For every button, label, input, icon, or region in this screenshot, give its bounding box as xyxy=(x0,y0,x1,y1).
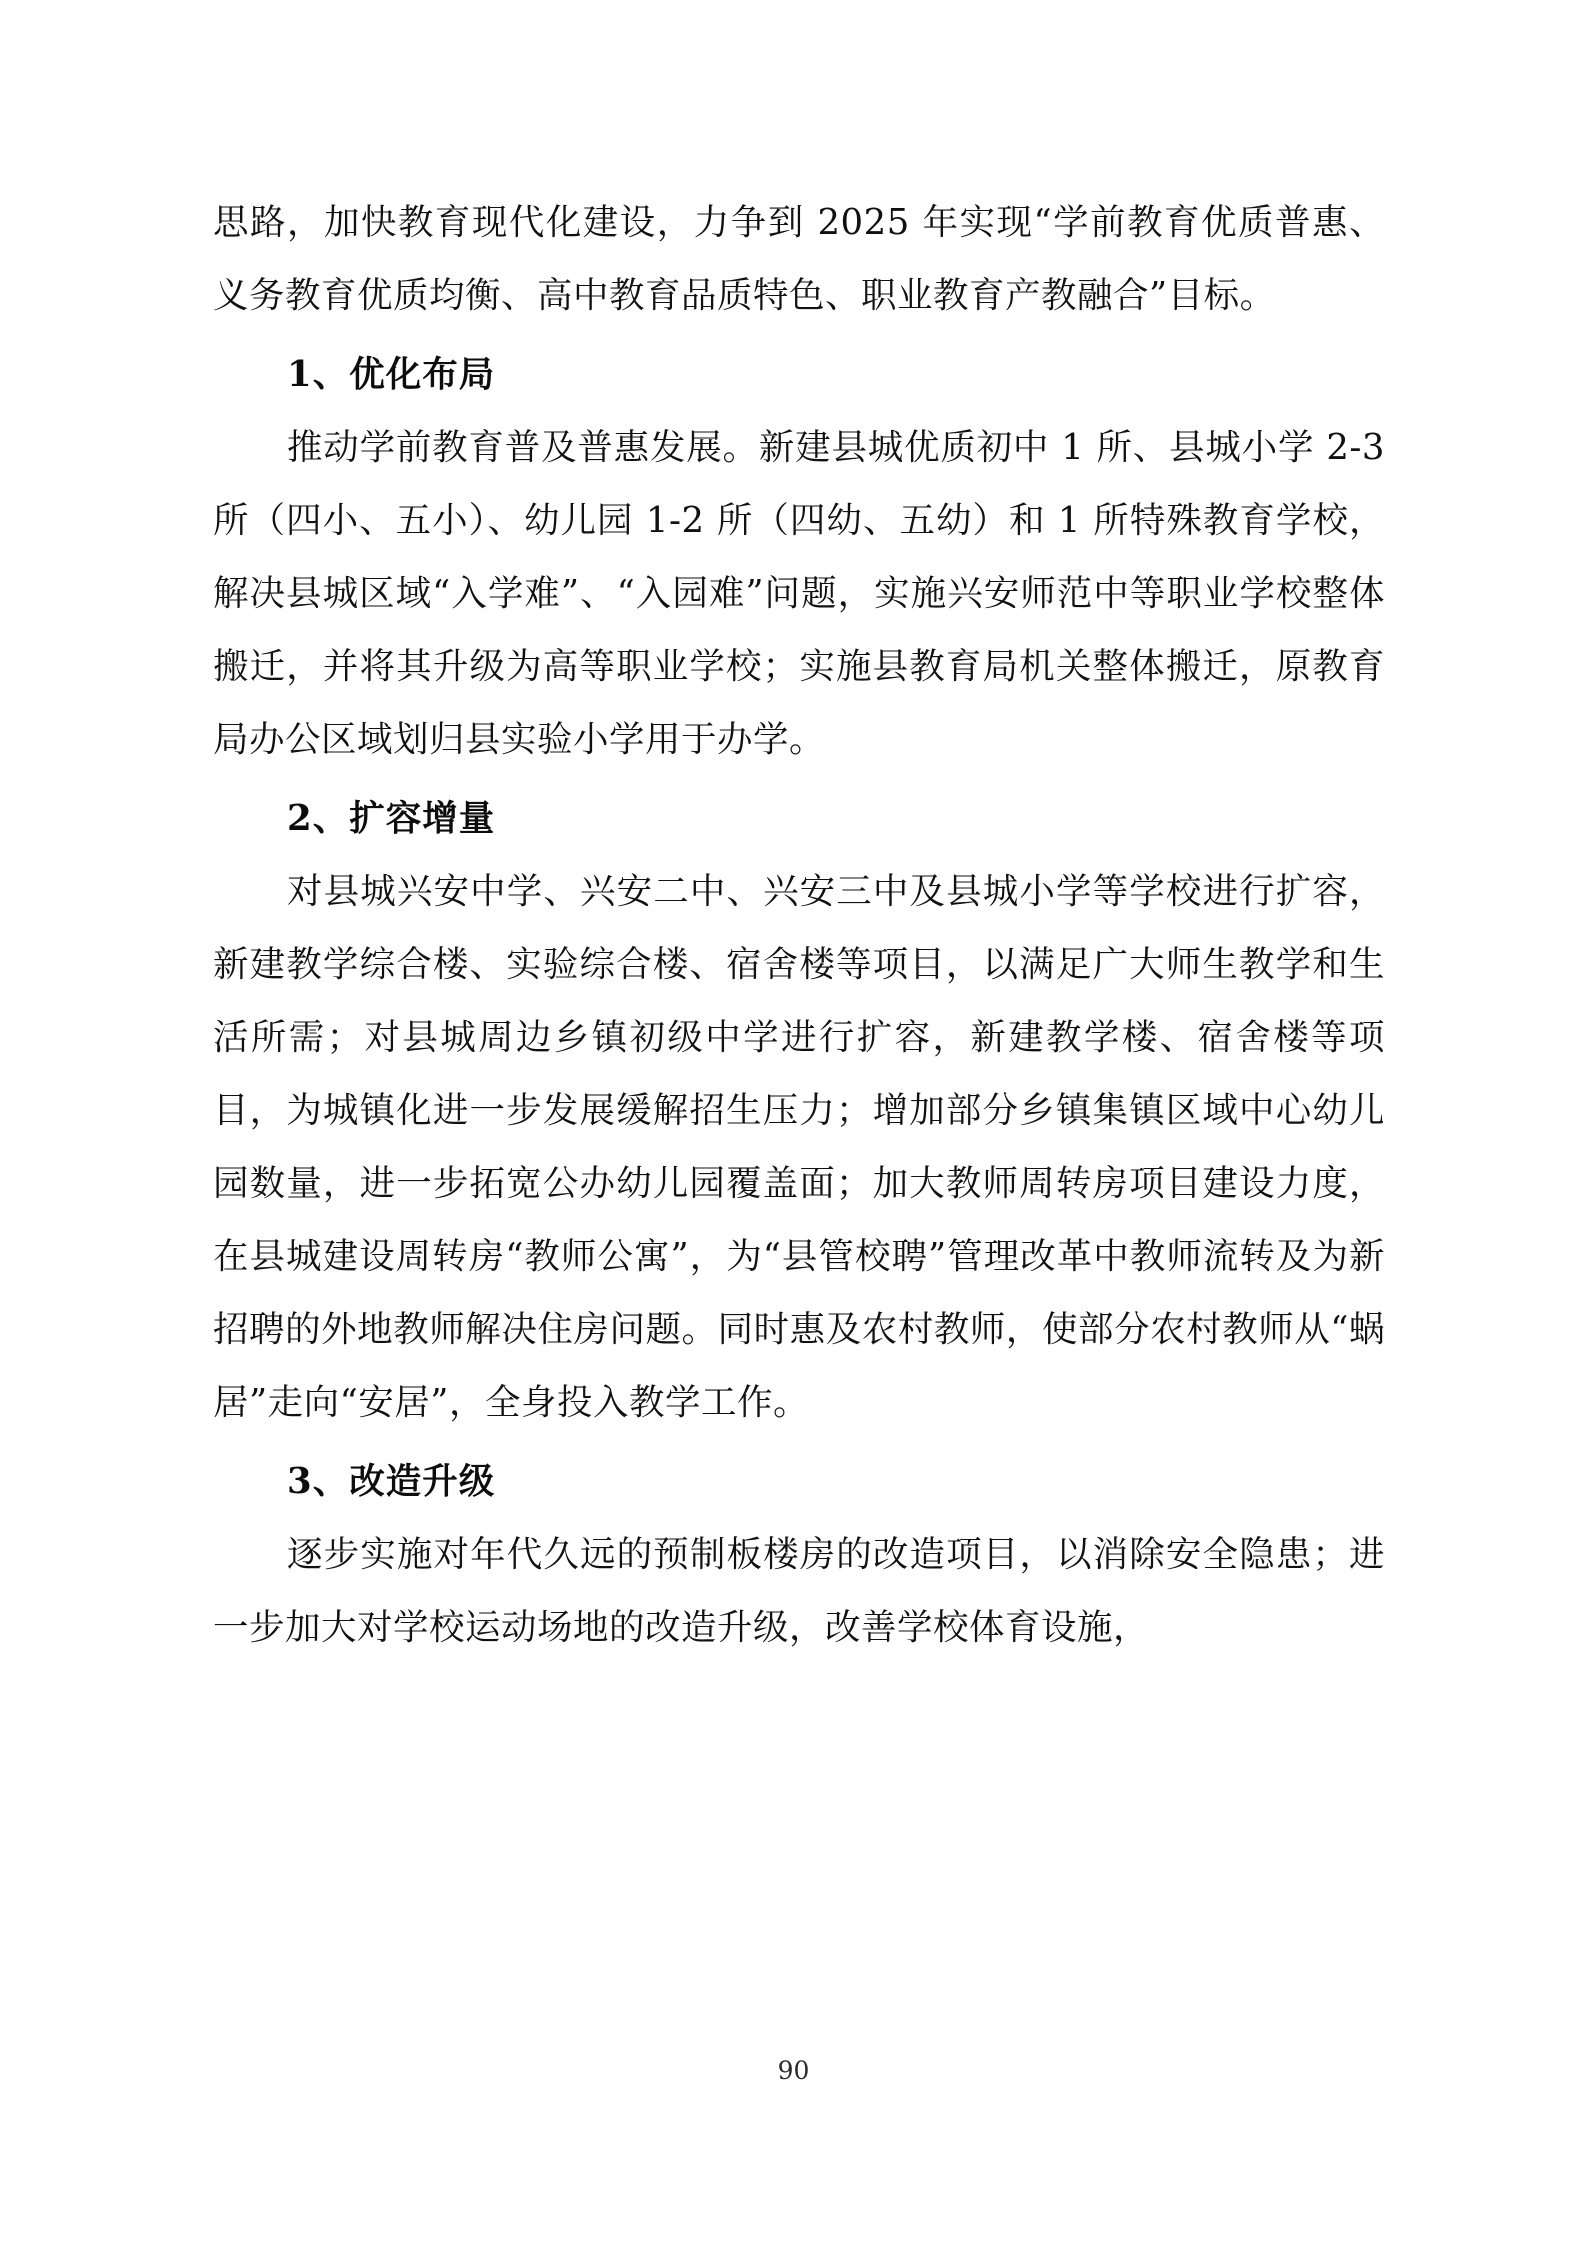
section-heading-3: 3、改造升级 xyxy=(287,1461,496,1502)
paragraph-section-1: 推动学前教育普及普惠发展。新建县城优质初中 1 所、县城小学 2-3 所（四小、五小）、幼儿园 1-2 所（四幼、五幼）和 1 所特殊教育学校，解决县城区域“入学难”、“入园难”问题，实施兴安师范中等职业学校整体搬迁，并将其升级为高等职业学校；实施县教育局机关整体搬迁，原教育局办公区域划归县实验小学用于办学。 xyxy=(213,427,1385,760)
paragraph-section-2: 对县城兴安中学、兴安二中、兴安三中及县城小学等学校进行扩容，新建教学综合楼、实验综合楼、宿舍楼等项目，以满足广大师生教学和生活所需；对县城周边乡镇初级中学进行扩容，新建教学楼、宿舍楼等项目，为城镇化进一步发展缓解招生压力；增加部分乡镇集镇区域中心幼儿园数量，进一步拓宽公办幼儿园覆盖面；加大教师周转房项目建设力度，在县城建设周转房“教师公寓”，为“县管校聘”管理改革中教师流转及为新招聘的外地教师解决住房问题。同时惠及农村教师，使部分农村教师从“蜗居”走向“安居”，全身投入教学工作。 xyxy=(213,871,1385,1423)
page-body xyxy=(213,186,1385,1664)
page-number: 90 xyxy=(777,2056,810,2085)
paragraph-intro: 思路，加快教育现代化建设，力争到 2025 年实现“学前教育优质普惠、义务教育优质均衡、高中教育品质特色、职业教育产教融合”目标。 xyxy=(213,202,1385,316)
section-heading-1: 1、优化布局 xyxy=(287,354,496,395)
section-heading-2: 2、扩容增量 xyxy=(287,798,496,839)
paragraph-section-3: 逐步实施对年代久远的预制板楼房的改造项目，以消除安全隐患；进一步加大对学校运动场地的改造升级，改善学校体育设施， xyxy=(213,1534,1385,1648)
